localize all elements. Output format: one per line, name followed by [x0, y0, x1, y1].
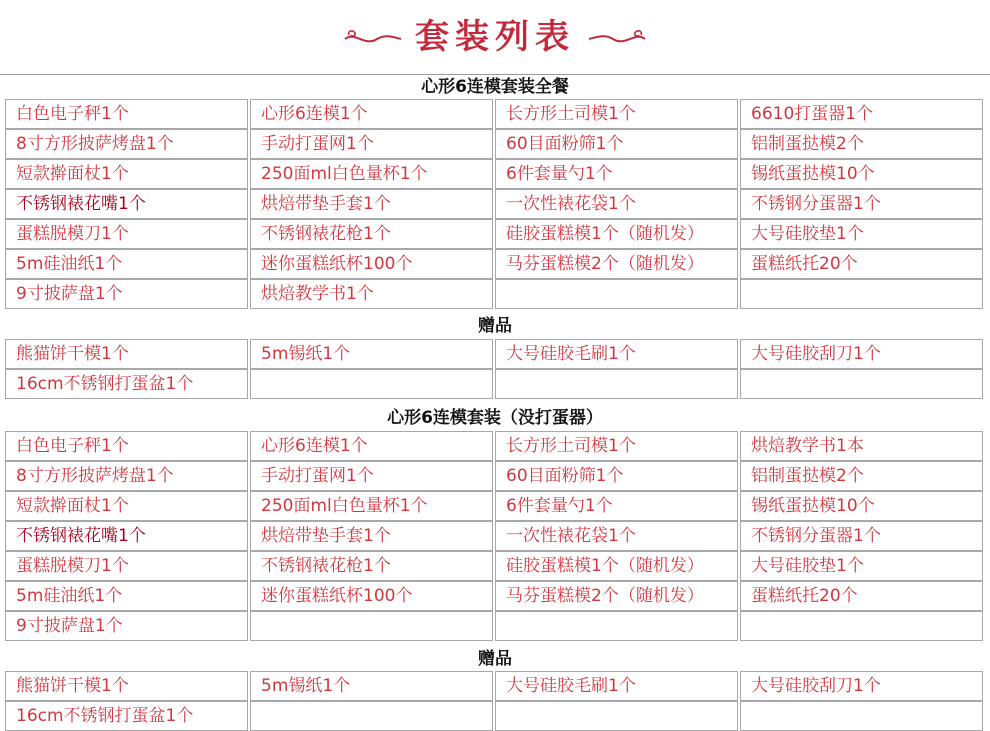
- table-cell: 16cm不锈钢打蛋盆1个: [5, 369, 248, 399]
- table-cell: 白色电子秤1个: [5, 431, 248, 461]
- table-cell: 不锈钢裱花枪1个: [250, 551, 493, 581]
- table-cell: 6件套量勺1个: [495, 159, 738, 189]
- table-cell: 9寸披萨盘1个: [5, 279, 248, 309]
- table-cell: 不锈钢裱花嘴1个: [5, 521, 248, 551]
- table-cell: 烘焙教学书1个: [250, 279, 493, 309]
- table-cell: 不锈钢裱花枪1个: [250, 219, 493, 249]
- table-cell: [250, 611, 493, 641]
- section-heading: 心形6连模套装（没打蛋器）: [387, 408, 603, 428]
- table-cell: 马芬蛋糕模2个（随机发）: [495, 249, 738, 279]
- table-cell: 60目面粉筛1个: [495, 461, 738, 491]
- table-cell: 马芬蛋糕模2个（随机发）: [495, 581, 738, 611]
- table-cell: [740, 701, 983, 731]
- table-cell: 大号硅胶毛刷1个: [495, 339, 738, 369]
- table-cell: 不锈钢分蛋器1个: [740, 521, 983, 551]
- table-cell: 熊猫饼干模1个: [5, 671, 248, 701]
- table-cell: 蛋糕纸托20个: [740, 581, 983, 611]
- section-heading: 心形6连模套装全餐: [421, 77, 569, 97]
- table-cell: 不锈钢裱花嘴1个: [5, 189, 248, 219]
- table-cell: 大号硅胶垫1个: [740, 219, 983, 249]
- table-cell: 短款擀面杖1个: [5, 159, 248, 189]
- table-cell: 蛋糕纸托20个: [740, 249, 983, 279]
- table-cell: 长方形土司模1个: [495, 431, 738, 461]
- table-cell: [495, 611, 738, 641]
- table-cell: 手动打蛋网1个: [250, 461, 493, 491]
- table-cell: 烘焙教学书1本: [740, 431, 983, 461]
- table-cell: [495, 279, 738, 309]
- page-title: 套装列表: [415, 17, 575, 57]
- items-table: [5, 99, 985, 309]
- gifts-table: [5, 671, 985, 731]
- table-cell: 手动打蛋网1个: [250, 129, 493, 159]
- table-cell: 大号硅胶刮刀1个: [740, 671, 983, 701]
- table-cell: 短款擀面杖1个: [5, 491, 248, 521]
- section-heading: 赠品: [478, 316, 512, 336]
- table-cell: 不锈钢分蛋器1个: [740, 189, 983, 219]
- table-cell: 250面ml白色量杯1个: [250, 491, 493, 521]
- table-cell: 心形6连模1个: [250, 431, 493, 461]
- table-cell: 烘焙带垫手套1个: [250, 521, 493, 551]
- table-cell: 8寸方形披萨烤盘1个: [5, 461, 248, 491]
- table-cell: 5m硅油纸1个: [5, 249, 248, 279]
- table-cell: [740, 369, 983, 399]
- table-cell: 5m锡纸1个: [250, 671, 493, 701]
- table-cell: [495, 369, 738, 399]
- table-cell: [740, 611, 983, 641]
- table-cell: 烘焙带垫手套1个: [250, 189, 493, 219]
- table-cell: [740, 279, 983, 309]
- table-cell: 熊猫饼干模1个: [5, 339, 248, 369]
- gifts-table: [5, 339, 985, 399]
- table-cell: 迷你蛋糕纸杯100个: [250, 581, 493, 611]
- header-divider: [0, 74, 990, 75]
- table-cell: 一次性裱花袋1个: [495, 521, 738, 551]
- table-cell: 硅胶蛋糕模1个（随机发）: [495, 219, 738, 249]
- table-cell: 6610打蛋器1个: [740, 99, 983, 129]
- table-cell: 16cm不锈钢打蛋盆1个: [5, 701, 248, 731]
- left-swirl-ornament-icon: [343, 25, 403, 49]
- table-cell: 大号硅胶垫1个: [740, 551, 983, 581]
- table-cell: 长方形土司模1个: [495, 99, 738, 129]
- table-cell: 迷你蛋糕纸杯100个: [250, 249, 493, 279]
- table-cell: 6件套量勺1个: [495, 491, 738, 521]
- table-cell: 5m锡纸1个: [250, 339, 493, 369]
- table-cell: 一次性裱花袋1个: [495, 189, 738, 219]
- table-cell: [250, 701, 493, 731]
- table-cell: 大号硅胶刮刀1个: [740, 339, 983, 369]
- table-cell: 8寸方形披萨烤盘1个: [5, 129, 248, 159]
- table-cell: 大号硅胶毛刷1个: [495, 671, 738, 701]
- table-cell: 蛋糕脱模刀1个: [5, 551, 248, 581]
- table-cell: 锡纸蛋挞模10个: [740, 159, 983, 189]
- table-cell: 蛋糕脱模刀1个: [5, 219, 248, 249]
- table-cell: 250面ml白色量杯1个: [250, 159, 493, 189]
- table-cell: 9寸披萨盘1个: [5, 611, 248, 641]
- page-header: [0, 0, 990, 74]
- table-cell: 白色电子秤1个: [5, 99, 248, 129]
- section-heading: 赠品: [478, 649, 512, 669]
- table-cell: [495, 701, 738, 731]
- table-cell: [250, 369, 493, 399]
- items-table: [5, 431, 985, 641]
- table-cell: 5m硅油纸1个: [5, 581, 248, 611]
- table-cell: 硅胶蛋糕模1个（随机发）: [495, 551, 738, 581]
- right-swirl-ornament-icon: [587, 25, 647, 49]
- table-cell: 心形6连模1个: [250, 99, 493, 129]
- table-cell: 铝制蛋挞模2个: [740, 129, 983, 159]
- table-cell: 铝制蛋挞模2个: [740, 461, 983, 491]
- table-cell: 60目面粉筛1个: [495, 129, 738, 159]
- table-cell: 锡纸蛋挞模10个: [740, 491, 983, 521]
